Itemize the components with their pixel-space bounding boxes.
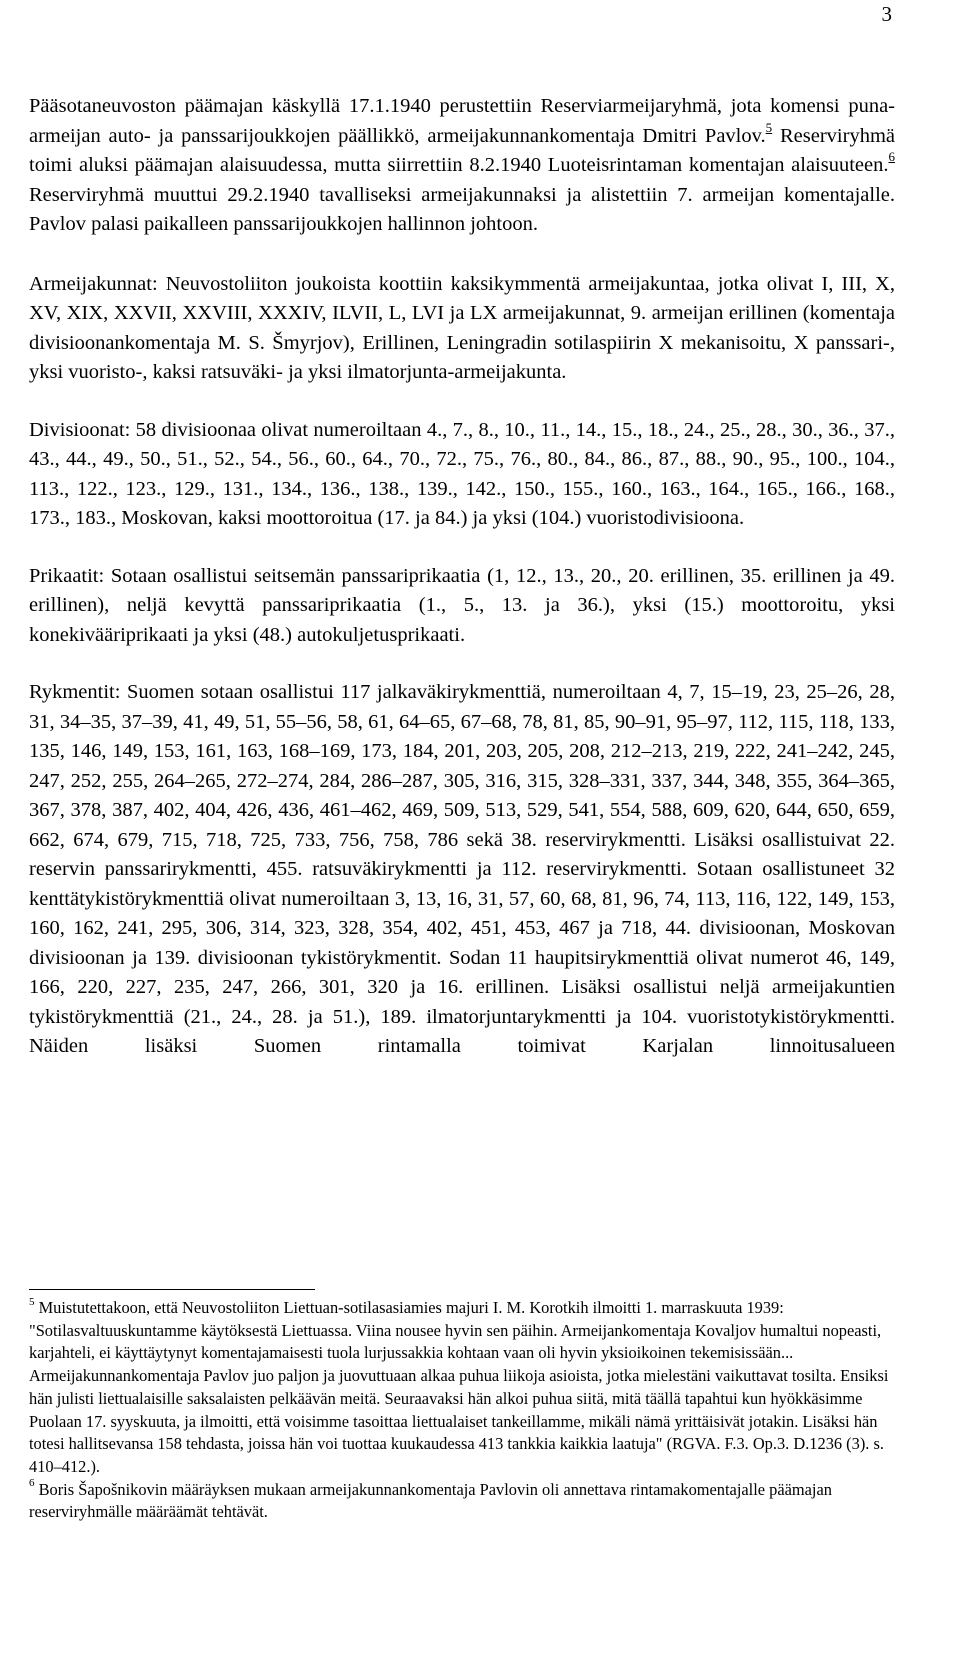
paragraph-brigades: Prikaatit: Sotaan osallistui seitsemän panssariprikaatia (1, 12., 13., 20., 20. erillinen, 35. erillinen ja 49. erillinen), neljä kevyttä panssariprikaatia (1., 5., 13. ja 36.), yksi (15.) moottoroitu, yksi konekivääriprikaati ja yksi (48.) autokuljetusprikaati. (29, 564, 895, 646)
paragraph-army-corps: Armeijakunnat: Neuvostoliiton joukoista koottiin kaksikymmentä armeijakuntaa, jotka olivat I, III, X, XV, XIX, XXVII, XXVIII, XXXIV, ILVII, L, LVI ja LX armeijakunnat, 9. armeijan erillinen (komentaja divisioonankomentaja M. S. Šmyrjov), Erillinen, Leningradin sotilaspiirin X mekanisoitu, X panssari-, yksi vuoristo-, kaksi ratsuväki- ja yksi ilmatorjunta-armeijakunta. (29, 272, 895, 383)
footnote-5 (29, 1297, 895, 1479)
paragraph-text: Reserviryhmä muuttui 29.2.1940 tavalliseksi armeijakunnaksi ja alistettiin 7. armeijan komentajalle. Pavlov palasi paikalleen panssarijoukkojen hallinnon johtoon. (29, 183, 895, 235)
footnote-divider (29, 1289, 315, 1290)
footnote-text: Boris Šapošnikovin määräyksen mukaan armeijakunnankomentaja Pavlovin oli annettava rintamakomentajalle päämajan reserviryhmälle määräämät tehtävät. (29, 1479, 832, 1522)
footnote-mark: 6 (29, 1477, 35, 1490)
footnote-mark: 5 (29, 1295, 35, 1308)
paragraph-text: Pääsotaneuvoston päämajan käskyllä 17.1.1940 perustettiin Reserviarmeijaryhmä, jota komensi puna-armeijan auto- ja panssarijoukkojen päällikkö, armeijakunnankomentaja Dmitri Pavlov. (29, 95, 895, 147)
footnote-reference-5[interactable]: 5 (765, 119, 773, 135)
paragraph-divisions: Divisioonat: 58 divisioonaa olivat numeroiltaan 4., 7., 8., 10., 11., 14., 15., 18., 24., 25., 28., 30., 36., 37., 43., 44., 49., 50., 51., 52., 54., 56., 60., 64., 70., 72., 75., 76., 80., 84., 86., 87., 88., 90., 95., 100., 104., 113., 122., 123., 129., 131., 134., 136., 138., 139., 142., 150., 155., 160., 163., 164., 165., 166., 168., 173., 183., Moskovan, kaksi moottoroitua (17. ja 84.) ja yksi (104.) vuoristodivisioona. (29, 418, 895, 529)
page-number: 3 (881, 2, 892, 26)
footnote-text: Muistutettakoon, että Neuvostoliiton Liettuan-sotilasasiamies majuri I. M. Korotkih ilmoitti 1. marraskuuta 1939: "Sotilasvaltuuskuntamme käytöksestä Liettuassa. Viina nousee hyvin sen päihin. Armeijankomentaja Kovaljov humaltui nopeasti, karjahteli, ei käyttäytynyt komentajamaisesti tuola lurjussakkia kohtaan vaan oli hyvin yksioikoinen tekemisissään... Armeijakunnankomentaja Pavlov juo paljon ja juovuttuaan alkaa puhua liikoja asioista, jotka mielestäni vaikuttavat tosilta. Ensiksi hän julisti liettualaisille saksalaisten pelkäävän meitä. Seuraavaksi hän alkoi puhua siitä, mitä täällä tapahtui kun hyökkäsimme Puolaan 17. syyskuuta, ja ilmoitti, että voisimme tasoittaa liettualaiset tankeillamme, mikäli nämä yrittäisivät jotakin. Lisäksi hän totesi hallitsevansa 158 tehdasta, joissa hän voi tuottaa kuukaudessa 413 tankkia kaikkia laatuja" (RGVA. F.3. Op.3. D.1236 (3). s. 410–412.). (29, 1298, 889, 1476)
paragraph-text: Reserviryhmä toimi aluksi päämajan alaisuudessa, mutta siirrettiin 8.2.1940 Luoteisrintaman komentajan alaisuuteen. (29, 124, 896, 176)
main-text (29, 92, 895, 1062)
footnote-reference-6[interactable]: 6 (888, 149, 895, 165)
paragraph-regiments: Rykmentit: Suomen sotaan osallistui 117 jalkaväkirykmenttiä, numeroiltaan 4, 7, 15–19, 23, 25–26, 28, 31, 34–35, 37–39, 41, 49, 51, 55–56, 58, 61, 64–65, 67–68, 78, 81, 85, 90–91, 95–97, 112, 115, 118, 133, 135, 146, 149, 153, 161, 163, 168–169, 173, 184, 201, 203, 205, 208, 212–213, 219, 222, 241–242, 245, 247, 252, 255, 264–265, 272–274, 284, 286–287, 305, 316, 315, 328–331, 337, 344, 348, 355, 364–365, 367, 378, 387, 402, 404, 426, 436, 461–462, 469, 509, 513, 529, 541, 554, 588, 609, 620, 644, 650, 659, 662, 674, 679, 715, 718, 725, 733, 756, 758, 786 sekä 38. reservirykmentti. Lisäksi osallistuivat 22. reservin panssarirykmentti, 455. ratsuväkirykmentti ja 112. reservirykmentti. Sotaan osallistuneet 32 kenttätykistörykmenttiä olivat numeroiltaan 3, 13, 16, 31, 57, 60, 68, 81, 96, 74, 113, 116, 122, 149, 153, 160, 162, 241, 295, 306, 314, 323, 328, 354, 402, 451, 453, 467 ja 718, 44. divisioonan, Moskovan divisioonan ja 139. divisioonan tykistörykmentit. Sodan 11 haupitsirykmenttiä olivat numerot 46, 149, 166, 220, 227, 235, 247, 266, 301, 320 ja 16. erillinen. Lisäksi osallistui neljä armeijakuntien tykistörykmenttiä (21., 24., 28. ja 51.), 189. ilmatorjuntarykmentti ja 104. vuoristotykistörykmentti. Näiden lisäksi Suomen rintamalla toimivat Karjalan linnoitusalueen (29, 681, 895, 1057)
footnotes (29, 1297, 895, 1524)
paragraph-reserve-army-group (29, 92, 895, 240)
footnote-6 (29, 1479, 895, 1524)
